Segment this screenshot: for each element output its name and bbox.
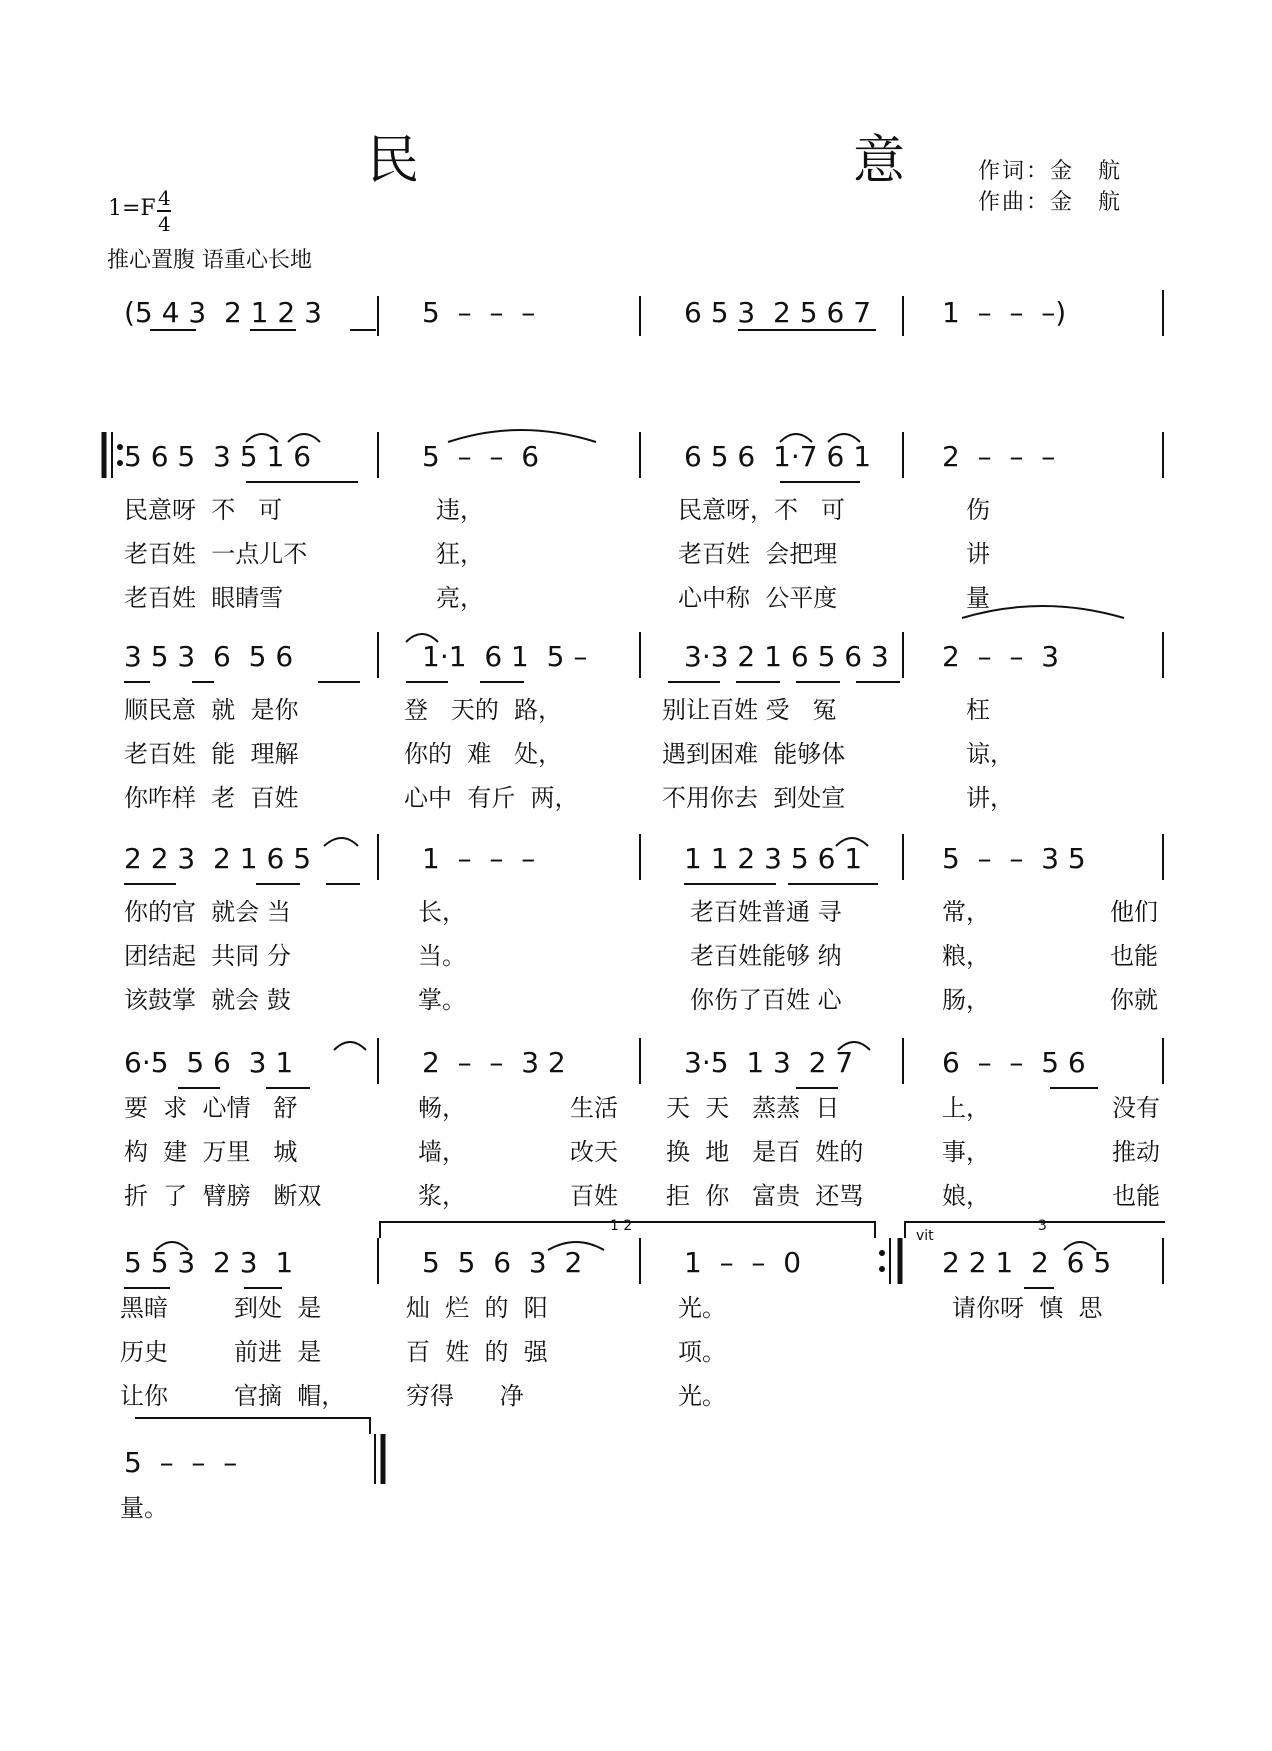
- measure-notes: 1·1 6 1 5 –: [422, 640, 588, 673]
- lyric-segment: 你咋样 老 百姓: [124, 784, 299, 812]
- time-signature-top: 4: [158, 186, 171, 210]
- measure-notes: 5 6 5 3 5 1 6: [124, 440, 312, 473]
- lyric-segment: 拒 你 富贵 还骂: [666, 1182, 864, 1210]
- tempo-marking: 推心置腹 语重心长地: [107, 248, 312, 273]
- lyric-segment: 上，: [942, 1094, 990, 1122]
- lyric-segment: 改天: [570, 1138, 618, 1166]
- lyric-segment: 粮，: [942, 942, 990, 970]
- lyric-segment: 生活: [570, 1094, 618, 1122]
- lyric-segment: 娘，: [942, 1182, 990, 1210]
- lyric-segment: 心中 有斤 两，: [404, 784, 579, 812]
- lyric-segment: 不用你去 到处宣: [662, 784, 846, 812]
- time-signature-bottom: 4: [158, 212, 171, 236]
- lyric-segment: 别让百姓 受 冤: [662, 696, 837, 724]
- lyric-segment: 墙，: [418, 1138, 466, 1166]
- system-5: [124, 1046, 1160, 1210]
- lyric-segment: 他们: [1110, 898, 1158, 926]
- lyric-segment: 百 姓 的 强: [406, 1338, 548, 1366]
- lyric-segment: 老百姓 一点儿不: [124, 540, 308, 568]
- measure-notes: 5 5 3 2 3 1: [124, 1246, 294, 1279]
- measure-notes: 1 – – –: [422, 842, 536, 875]
- measure-notes: 6 5 6 1·7 6 1: [684, 440, 872, 473]
- system-7: [120, 1446, 237, 1522]
- measure-notes: 2 – – –: [942, 440, 1056, 473]
- measure-notes: 5 – – –: [422, 296, 536, 329]
- measure-notes: 5 – – 3 5: [942, 842, 1086, 875]
- lyric-segment: 枉: [966, 696, 990, 724]
- lyric-segment: 折 了 臂膀 断双: [124, 1182, 322, 1210]
- lyric-segment: 没有: [1112, 1094, 1160, 1122]
- lyric-segment: 也能: [1112, 1182, 1160, 1210]
- lyric-segment: 事，: [942, 1138, 990, 1166]
- lyric-segment: 天 天 蒸蒸 日: [666, 1094, 840, 1122]
- lyric-segment: 老百姓 眼睛雪: [124, 584, 284, 612]
- lyric-segment: 该鼓掌 就会 鼓: [124, 986, 291, 1014]
- measure-notes: 2 – – 3: [942, 640, 1060, 673]
- lyric-segment: 百姓: [570, 1182, 618, 1210]
- lyric-segment: 肠，: [942, 986, 990, 1014]
- measure-notes: 1 1 2 3 5 6 1: [684, 842, 863, 875]
- lyric-segment: 到处 是: [234, 1294, 322, 1322]
- song-title: 民 意: [366, 131, 1015, 191]
- lyric-segment: 伤: [966, 496, 990, 524]
- lyric-segment: 前进 是: [234, 1338, 322, 1366]
- lyric-segment: 推动: [1112, 1138, 1160, 1166]
- measure-notes: 2 2 3 2 1 6 5: [124, 842, 312, 875]
- measure-notes: 5 – – –: [124, 1446, 238, 1479]
- lyric-segment: 老百姓普通 寻: [690, 898, 842, 926]
- system-3: [124, 640, 1059, 812]
- lyric-segment: 民意呀，不 可: [678, 496, 845, 524]
- measure-notes: 2 – – 3 2: [422, 1046, 566, 1079]
- lyric-segment: 你伤了百姓 心: [690, 986, 842, 1014]
- lyric-segment: 遇到困难 能够体: [662, 740, 846, 768]
- slur: [334, 1042, 366, 1050]
- lyric-segment: 亮，: [436, 584, 484, 612]
- lyric-segment: 官摘 帽，: [234, 1382, 346, 1410]
- lyric-segment: 当。: [418, 942, 466, 970]
- lyric-segment: 常，: [942, 898, 990, 926]
- lyric-segment: 掌。: [418, 986, 466, 1014]
- measure-notes: 3·5 1 3 2 7: [684, 1046, 854, 1079]
- measure-notes: 6 5 3 2 5 6 7: [684, 296, 872, 329]
- lyric-segment: 心中称 公平度: [678, 584, 838, 612]
- measure-notes: 6·5 5 6 3 1: [124, 1046, 294, 1079]
- lyric-segment: 历史: [120, 1338, 168, 1366]
- slur: [324, 838, 358, 846]
- composer-credit: 作曲：金 航: [978, 190, 1123, 215]
- systems: [120, 296, 1160, 1522]
- lyric-segment: 换 地 是百 姓的: [666, 1138, 864, 1166]
- lyric-segment: 你的 难 处，: [404, 740, 563, 768]
- measure-notes: 6 – – 5 6: [942, 1046, 1086, 1079]
- lyric-segment: 量。: [120, 1494, 168, 1522]
- lyric-segment: 请你呀 慎 思: [952, 1294, 1103, 1322]
- lyric-segment: 光。: [678, 1294, 726, 1322]
- lyric-segment: 违，: [436, 496, 484, 524]
- measure-notes: 1 – – 0: [684, 1246, 802, 1279]
- lyricist-credit: 作词：金 航: [978, 159, 1123, 184]
- system-2: [124, 440, 1055, 612]
- lyric-segment: 要 求 心情 舒: [124, 1094, 298, 1122]
- measure-notes: 3 5 3 6 5 6: [124, 640, 294, 673]
- key-signature: 1=F: [108, 196, 156, 221]
- lyric-segment: 讲: [966, 540, 990, 568]
- vit-marking: vit: [916, 1228, 934, 1244]
- lyric-segment: 也能: [1110, 942, 1158, 970]
- lyric-segment: 畅，: [418, 1094, 466, 1122]
- volta-1-2-label: 1 2: [610, 1218, 633, 1234]
- lyric-segment: 浆，: [418, 1182, 466, 1210]
- lyric-segment: 黑暗: [120, 1294, 168, 1322]
- lyric-segment: 项。: [678, 1338, 726, 1366]
- lyric-segment: 老百姓 能 理解: [124, 740, 299, 768]
- measure-notes: 1 – – –): [942, 296, 1067, 329]
- lyric-segment: 登 天的 路，: [404, 696, 563, 724]
- lyric-segment: 老百姓 会把理: [678, 540, 838, 568]
- system-1: [124, 296, 1066, 329]
- lyric-segment: 团结起 共同 分: [124, 942, 291, 970]
- lyric-segment: 你的官 就会 当: [124, 898, 291, 926]
- lyric-segment: 老百姓能够 纳: [690, 942, 842, 970]
- lyric-segment: 长，: [418, 898, 466, 926]
- measure-notes: 5 – – 6: [422, 440, 540, 473]
- lyric-segment: 你就: [1110, 986, 1158, 1014]
- lyric-segment: 穷得 净: [406, 1382, 524, 1410]
- lyric-segment: 光。: [678, 1382, 726, 1410]
- lyric-segment: 构 建 万里 城: [124, 1138, 298, 1166]
- measure-notes: 3·3 2 1 6 5 6 3: [684, 640, 889, 673]
- volta-3-label: 3: [1038, 1218, 1047, 1234]
- lyric-segment: 民意呀 不 可: [124, 496, 283, 524]
- lyric-segment: 谅，: [966, 740, 1014, 768]
- system-6: [120, 1246, 1111, 1410]
- measure-notes: 2 2 1 2 6 5: [942, 1246, 1112, 1279]
- lyric-segment: 让你: [120, 1382, 168, 1410]
- measure-notes: (5 4 3 2 1 2 3: [124, 296, 322, 329]
- measure-notes: 5 5 6 3 2: [422, 1246, 583, 1279]
- lyric-segment: 狂，: [436, 540, 484, 568]
- lyric-segment: 顺民意 就 是你: [124, 696, 299, 724]
- lyric-segment: 讲，: [966, 784, 1014, 812]
- lyric-segment: 量: [966, 584, 990, 612]
- lyric-segment: 灿 烂 的 阳: [406, 1294, 548, 1322]
